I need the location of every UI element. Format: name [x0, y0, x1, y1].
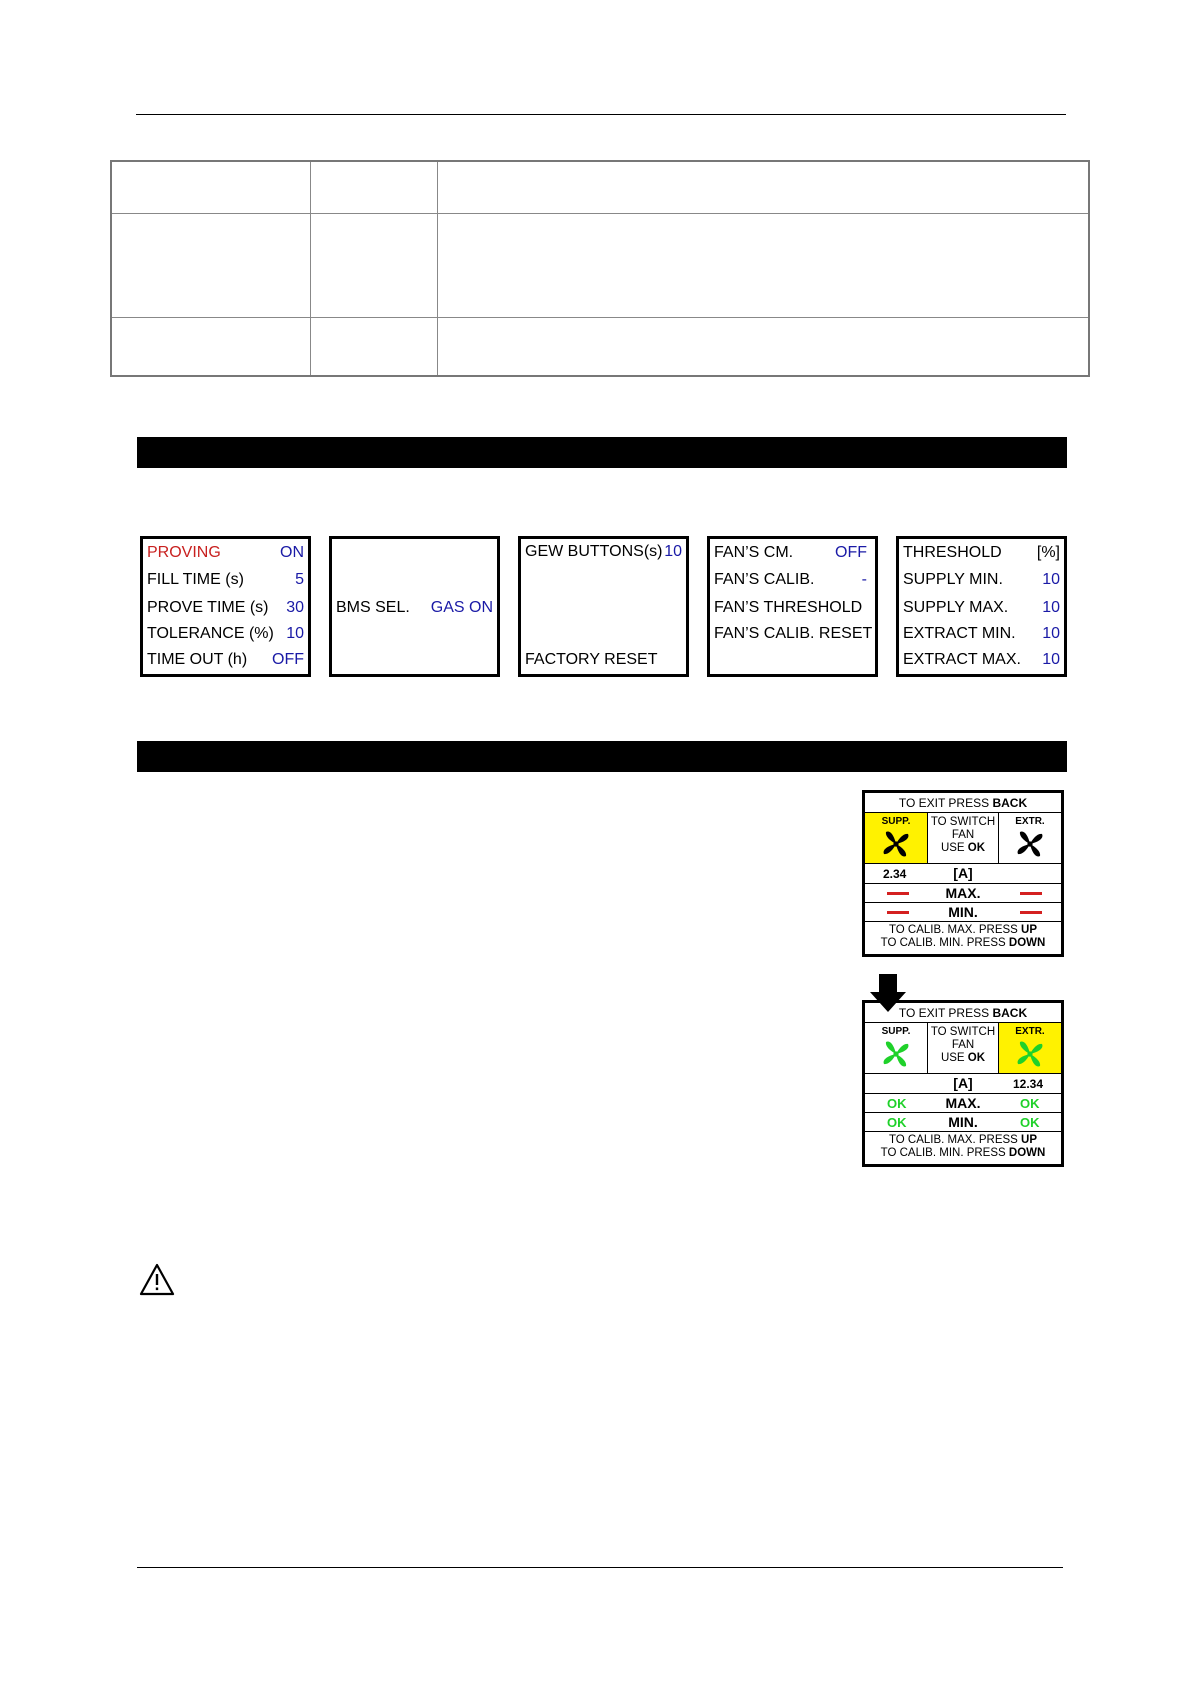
calibration-panel-extract: [862, 1000, 1064, 1167]
prove-time-value: 30: [286, 599, 304, 616]
bms-label: BMS SEL.: [336, 599, 410, 616]
bms-value: GAS ON: [430, 599, 493, 616]
calib-instructions: TO CALIB. MAX. PRESS UP TO CALIB. MIN. PRESS DOWN: [880, 924, 1046, 949]
gew-buttons-label: GEW BUTTONS(s): [525, 543, 663, 560]
extract-label: EXTR.: [1015, 816, 1045, 827]
exit-instruction: TO EXIT PRESS BACK: [898, 796, 1028, 810]
fan-icon: [1015, 829, 1045, 859]
section-bar-calibration: [137, 741, 1067, 772]
current-unit: [A]: [953, 1075, 973, 1091]
max-label: MAX.: [945, 1095, 981, 1111]
proving-label: PROVING: [147, 544, 221, 561]
tolerance-value: 10: [286, 625, 304, 642]
supply-max-status: OK: [887, 1096, 907, 1111]
extract-min-label: EXTRACT MIN.: [903, 625, 1016, 642]
min-label: MIN.: [948, 1114, 978, 1130]
proving-value: ON: [280, 544, 304, 561]
supply-min-label: SUPPLY MIN.: [903, 571, 1003, 588]
time-out-label: TIME OUT (h): [147, 651, 248, 668]
factory-reset-label: FACTORY RESET: [525, 651, 658, 668]
supply-current-value: 2.34: [883, 867, 907, 881]
extract-min-value: 10: [1042, 625, 1060, 642]
time-out-value: OFF: [272, 651, 304, 668]
warning-icon: [139, 1263, 175, 1296]
tolerance-label: TOLERANCE (%): [147, 625, 274, 642]
threshold-unit: [%]: [1036, 544, 1060, 561]
switch-fan-instruction: TO SWITCH FAN USE OK: [930, 1026, 996, 1064]
menu-screen-fans: [707, 536, 878, 677]
extract-fan-cell: [999, 813, 1061, 863]
extract-max-value: 10: [1042, 651, 1060, 668]
fans-cm-label: FAN’S CM.: [714, 544, 794, 561]
supply-fan-cell: [865, 1023, 927, 1073]
max-label: MAX.: [945, 885, 981, 901]
fan-icon: [1015, 1039, 1045, 1069]
menu-screen-bms: [329, 536, 500, 677]
extract-min-status: OK: [1020, 1115, 1040, 1130]
supply-label: SUPP.: [881, 1026, 911, 1037]
gew-buttons-value: 10: [664, 543, 682, 560]
supply-min-status: OK: [887, 1115, 907, 1130]
fill-time-value: 5: [295, 571, 304, 588]
fans-calib-value: -: [861, 571, 867, 588]
extract-current-value: 12.34: [1013, 1077, 1044, 1091]
fans-calib-label: FAN’S CALIB.: [714, 571, 815, 588]
fans-cm-value: OFF: [835, 544, 867, 561]
threshold-label: THRESHOLD: [903, 544, 1002, 561]
supply-max-label: SUPPLY MAX.: [903, 599, 1009, 616]
current-unit: [A]: [953, 865, 973, 881]
extract-label: EXTR.: [1015, 1026, 1045, 1037]
menu-screen-buttons: [518, 536, 689, 677]
extract-fan-cell: [999, 1023, 1061, 1073]
footer-rule: [137, 1567, 1063, 1568]
extract-min-status: [1020, 911, 1042, 914]
fill-time-label: FILL TIME (s): [147, 571, 244, 588]
menu-screen-proving: [140, 536, 311, 677]
calibration-panel-supply: [862, 790, 1064, 957]
header-rule: [136, 114, 1066, 115]
extract-max-status: [1020, 892, 1042, 895]
prove-time-label: PROVE TIME (s): [147, 599, 269, 616]
supply-max-value: 10: [1042, 599, 1060, 616]
section-bar-menu: [137, 437, 1067, 468]
switch-fan-instruction: TO SWITCH FAN USE OK: [930, 816, 996, 854]
supply-fan-cell: [865, 813, 927, 863]
calib-instructions: TO CALIB. MAX. PRESS UP TO CALIB. MIN. PRESS DOWN: [880, 1134, 1046, 1159]
parameter-table: [110, 160, 1090, 377]
exit-instruction: TO EXIT PRESS BACK: [898, 1006, 1028, 1020]
menu-screen-threshold: [896, 536, 1067, 677]
min-label: MIN.: [948, 904, 978, 920]
extract-max-label: EXTRACT MAX.: [903, 651, 1021, 668]
fan-icon: [881, 829, 911, 859]
fans-threshold-label: FAN’S THRESHOLD: [714, 599, 863, 616]
fan-icon: [881, 1039, 911, 1069]
supply-label: SUPP.: [881, 816, 911, 827]
extract-max-status: OK: [1020, 1096, 1040, 1111]
supply-min-value: 10: [1042, 571, 1060, 588]
fans-calib-reset-label: FAN’S CALIB. RESET: [714, 625, 873, 642]
